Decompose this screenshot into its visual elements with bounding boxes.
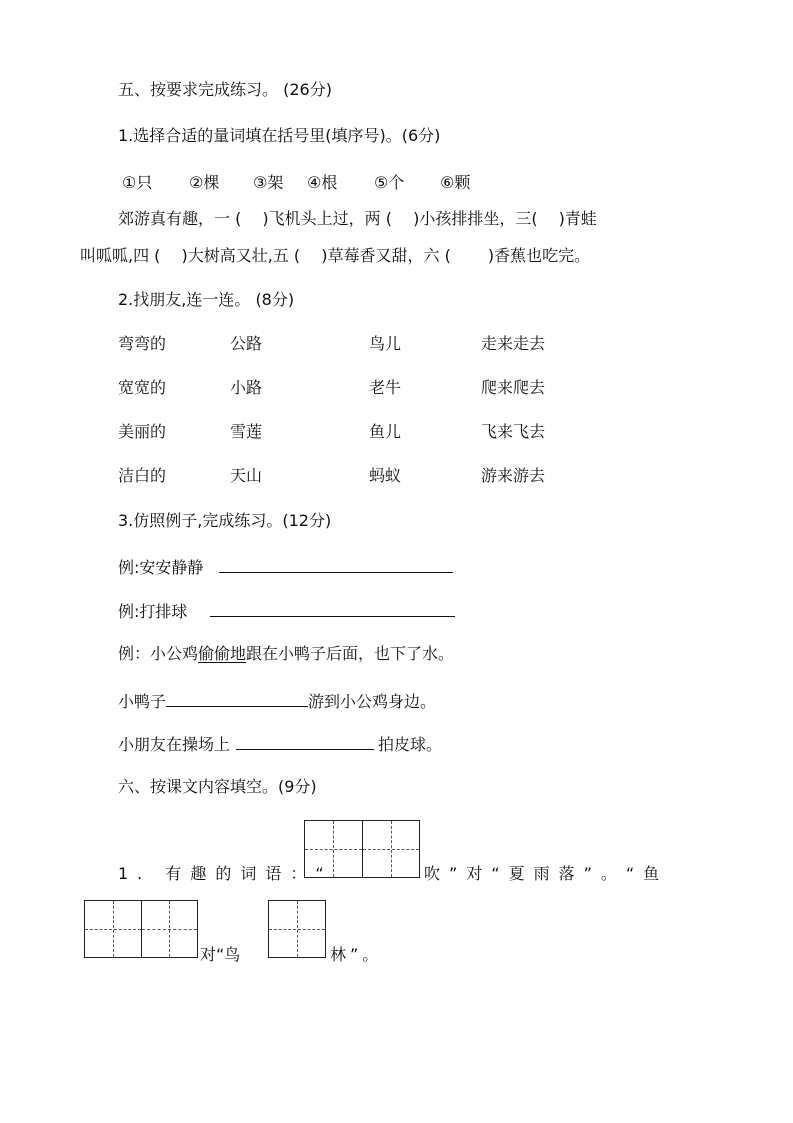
match-col3-row4: 蚂蚁 (369, 466, 402, 485)
tianzige-cell[interactable] (269, 901, 325, 957)
tianzige-cell[interactable] (363, 821, 420, 877)
match-col3-row1: 鸟儿 (369, 334, 402, 353)
option-4: ④根 (307, 173, 338, 192)
q1-passage-line1: 郊游真有趣，一 ( )飞机头上过，两 ( )小孩排排坐，三( )青蛙 (118, 209, 597, 228)
match-col1-row2: 宽宽的 (118, 378, 167, 397)
match-col2-row2: 小路 (230, 378, 263, 397)
q3-example3 (118, 644, 454, 664)
match-col3-row3: 鱼儿 (369, 422, 402, 441)
q1-passage-line2: 叫呱呱,四 ( )大树高又壮,五 ( )草莓香又甜，六 ( )香蕉也吃完。 (80, 246, 591, 265)
option-6: ⑥颗 (440, 173, 471, 192)
tianzige-box-2[interactable] (84, 900, 198, 958)
option-1: ①只 (122, 173, 153, 192)
match-col2-row1: 公路 (230, 334, 263, 353)
match-col2-row3: 雪莲 (230, 422, 263, 441)
example3-text-after: 跟在小鸭子后面，也下了水。 (246, 644, 455, 663)
section6-title: 六、按课文内容填空。(9分) (118, 777, 317, 796)
option-2: ②棵 (189, 173, 220, 192)
section5-title: 五、按要求完成练习。 (26分) (118, 80, 332, 99)
q3-sentence2 (118, 733, 442, 755)
option-3: ③架 (253, 173, 284, 192)
sentence2-after: 拍皮球。 (378, 735, 443, 754)
tianzige-cell[interactable] (142, 901, 198, 957)
tianzige-cell[interactable] (305, 821, 363, 877)
example1-text: 例:安安静静 (118, 558, 204, 577)
example2-text: 例:打排球 (118, 602, 188, 621)
sentence1-after: 游到小公鸡身边。 (308, 692, 437, 711)
match-col4-row2: 爬来爬去 (481, 378, 546, 397)
q6-1-text-part3: 对“鸟 (200, 945, 241, 964)
example2-answer-line[interactable] (210, 600, 455, 617)
tianzige-box-3[interactable] (268, 900, 326, 958)
q3-example1 (118, 556, 453, 578)
match-col1-row3: 美丽的 (118, 422, 167, 441)
match-col3-row2: 老牛 (369, 378, 402, 397)
match-col2-row4: 天山 (230, 466, 263, 485)
sentence2-before: 小朋友在操场上 (118, 735, 231, 754)
q3-title: 3.仿照例子,完成练习。(12分) (118, 511, 332, 530)
sentence1-answer-line[interactable] (166, 690, 308, 707)
q6-1-text-part4: 林”。 (330, 945, 383, 964)
q6-1-text-part1: 1. 有趣的词语：“ (118, 864, 333, 883)
match-col4-row4: 游来游去 (481, 466, 546, 485)
example1-answer-line[interactable] (219, 556, 453, 573)
match-col1-row1: 弯弯的 (118, 334, 167, 353)
option-5: ⑤个 (374, 173, 405, 192)
match-col4-row3: 飞来飞去 (481, 422, 546, 441)
q3-sentence1 (118, 690, 436, 712)
match-col4-row1: 走来走去 (481, 334, 546, 353)
tianzige-cell[interactable] (85, 901, 142, 957)
example3-underlined-word: 偷偷地 (198, 644, 247, 663)
q3-example2 (118, 600, 455, 622)
q1-title: 1.选择合适的量词填在括号里(填序号)。(6分) (118, 126, 441, 145)
q2-title: 2.找朋友,连一连。 (8分) (118, 290, 295, 309)
sentence1-before: 小鸭子 (118, 692, 167, 711)
example3-text-before: 例：小公鸡 (118, 644, 199, 663)
q6-1-text-part2: 吹”对“夏雨落”。“鱼 (424, 864, 669, 883)
tianzige-box-1[interactable] (304, 820, 420, 878)
match-col1-row4: 洁白的 (118, 466, 167, 485)
sentence2-answer-line[interactable] (236, 733, 374, 750)
